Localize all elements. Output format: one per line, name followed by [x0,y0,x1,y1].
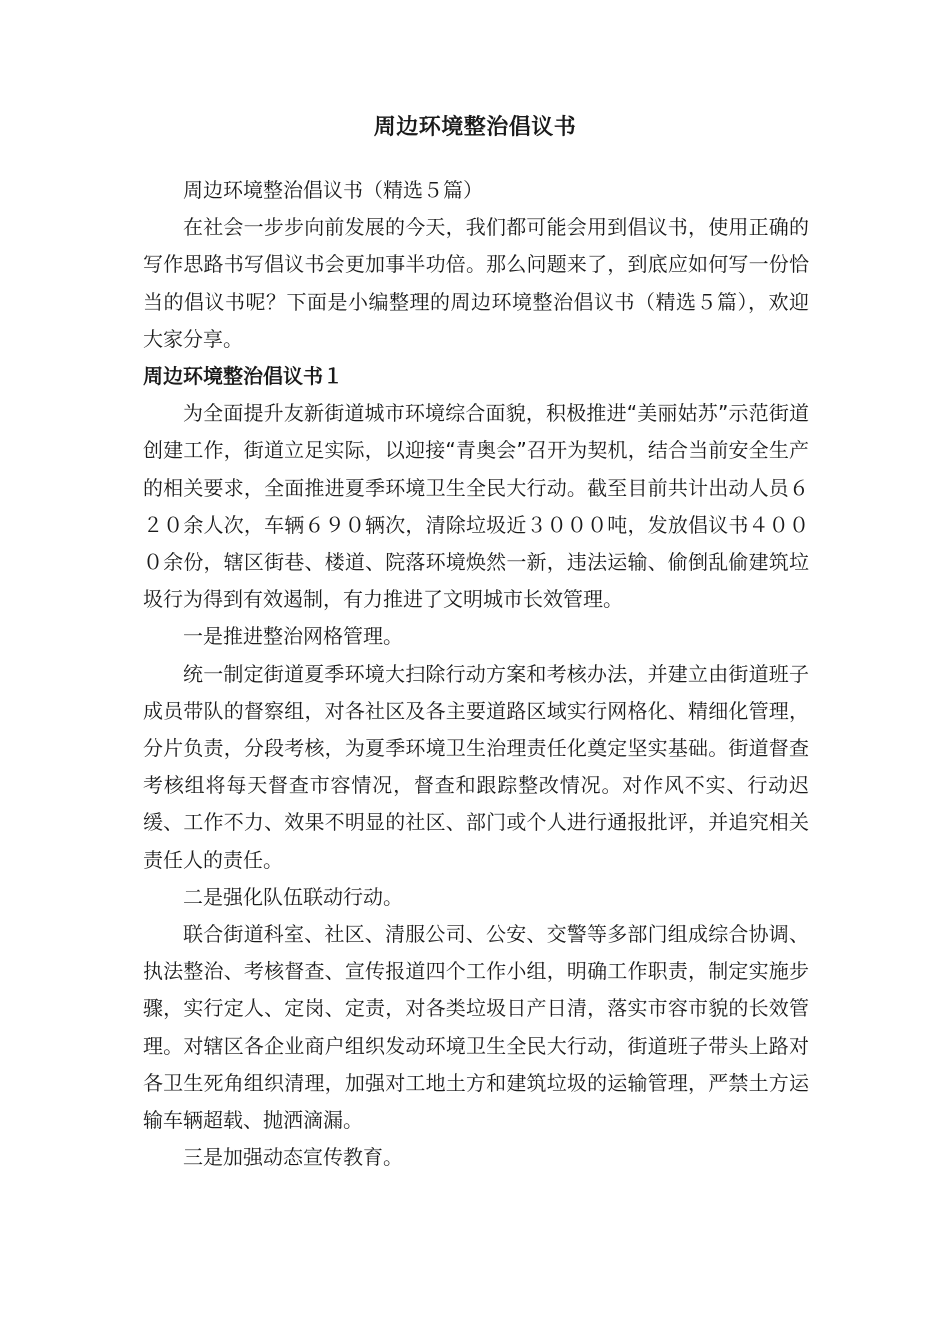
document-title: 周边环境整治倡议书 [373,115,577,140]
point-heading: 二是强化队伍联动行动。 [183,884,403,909]
document-body [143,172,809,1176]
intro-subtitle: 周边环境整治倡议书（精选５篇） [183,178,483,202]
point-heading: 一是推进整治网格管理。 [183,624,403,649]
body-paragraph: 统一制定街道夏季环境大扫除行动方案和考核办法，并建立由街道班子成员带队的督察组，对各社区及各主要道路区域实行网格化、精细化管理，分片负责，分段考核，为夏季环境卫生治理责任化奠定坚实基础。街道督查考核组将每天督查市容情况，督查和跟踪整改情况。对作风不实、行动迟缓、工作不力、效果不明显的社区、部门或个人进行通报批评，并追究相关责任人的责任。 [143,661,809,872]
body-paragraph: 联合街道科室、社区、清服公司、公安、交警等多部门组成综合协调、执法整治、考核督查、宣传报道四个工作小组，明确工作职责，制定实施步骤，实行定人、定岗、定责，对各类垃圾日产日清，落实市容市貌的长效管理。对辖区各企业商户组织发动环境卫生全民大行动，街道班子带头上路对各卫生死角组织清理，加强对工地土方和建筑垃圾的运输管理，严禁土方运输车辆超载、抛洒滴漏。 [143,922,809,1133]
section-heading: 周边环境整治倡议书１ [143,364,343,389]
point-heading: 三是加强动态宣传教育。 [183,1145,403,1170]
body-paragraph: 为全面提升友新街道城市环境综合面貌，积极推进“美丽姑苏”示范街道创建工作，街道立足实际，以迎接“青奥会”召开为契机，结合当前安全生产的相关要求，全面推进夏季环境卫生全民大行动。截至目前共计出动人员６２０余人次，车辆６９０辆次，清除垃圾近３０００吨，发放倡议书４０００余份，辖区街巷、楼道、院落环境焕然一新，违法运输、偷倒乱偷建筑垃圾行为得到有效遏制，有力推进了文明城市长效管理。 [143,401,809,612]
intro-paragraph: 在社会一步步向前发展的今天，我们都可能会用到倡议书，使用正确的写作思路书写倡议书会更加事半功倍。那么问题来了，到底应如何写一份恰当的倡议书呢？下面是小编整理的周边环境整治倡议书（精选５篇），欢迎大家分享。 [143,215,809,351]
